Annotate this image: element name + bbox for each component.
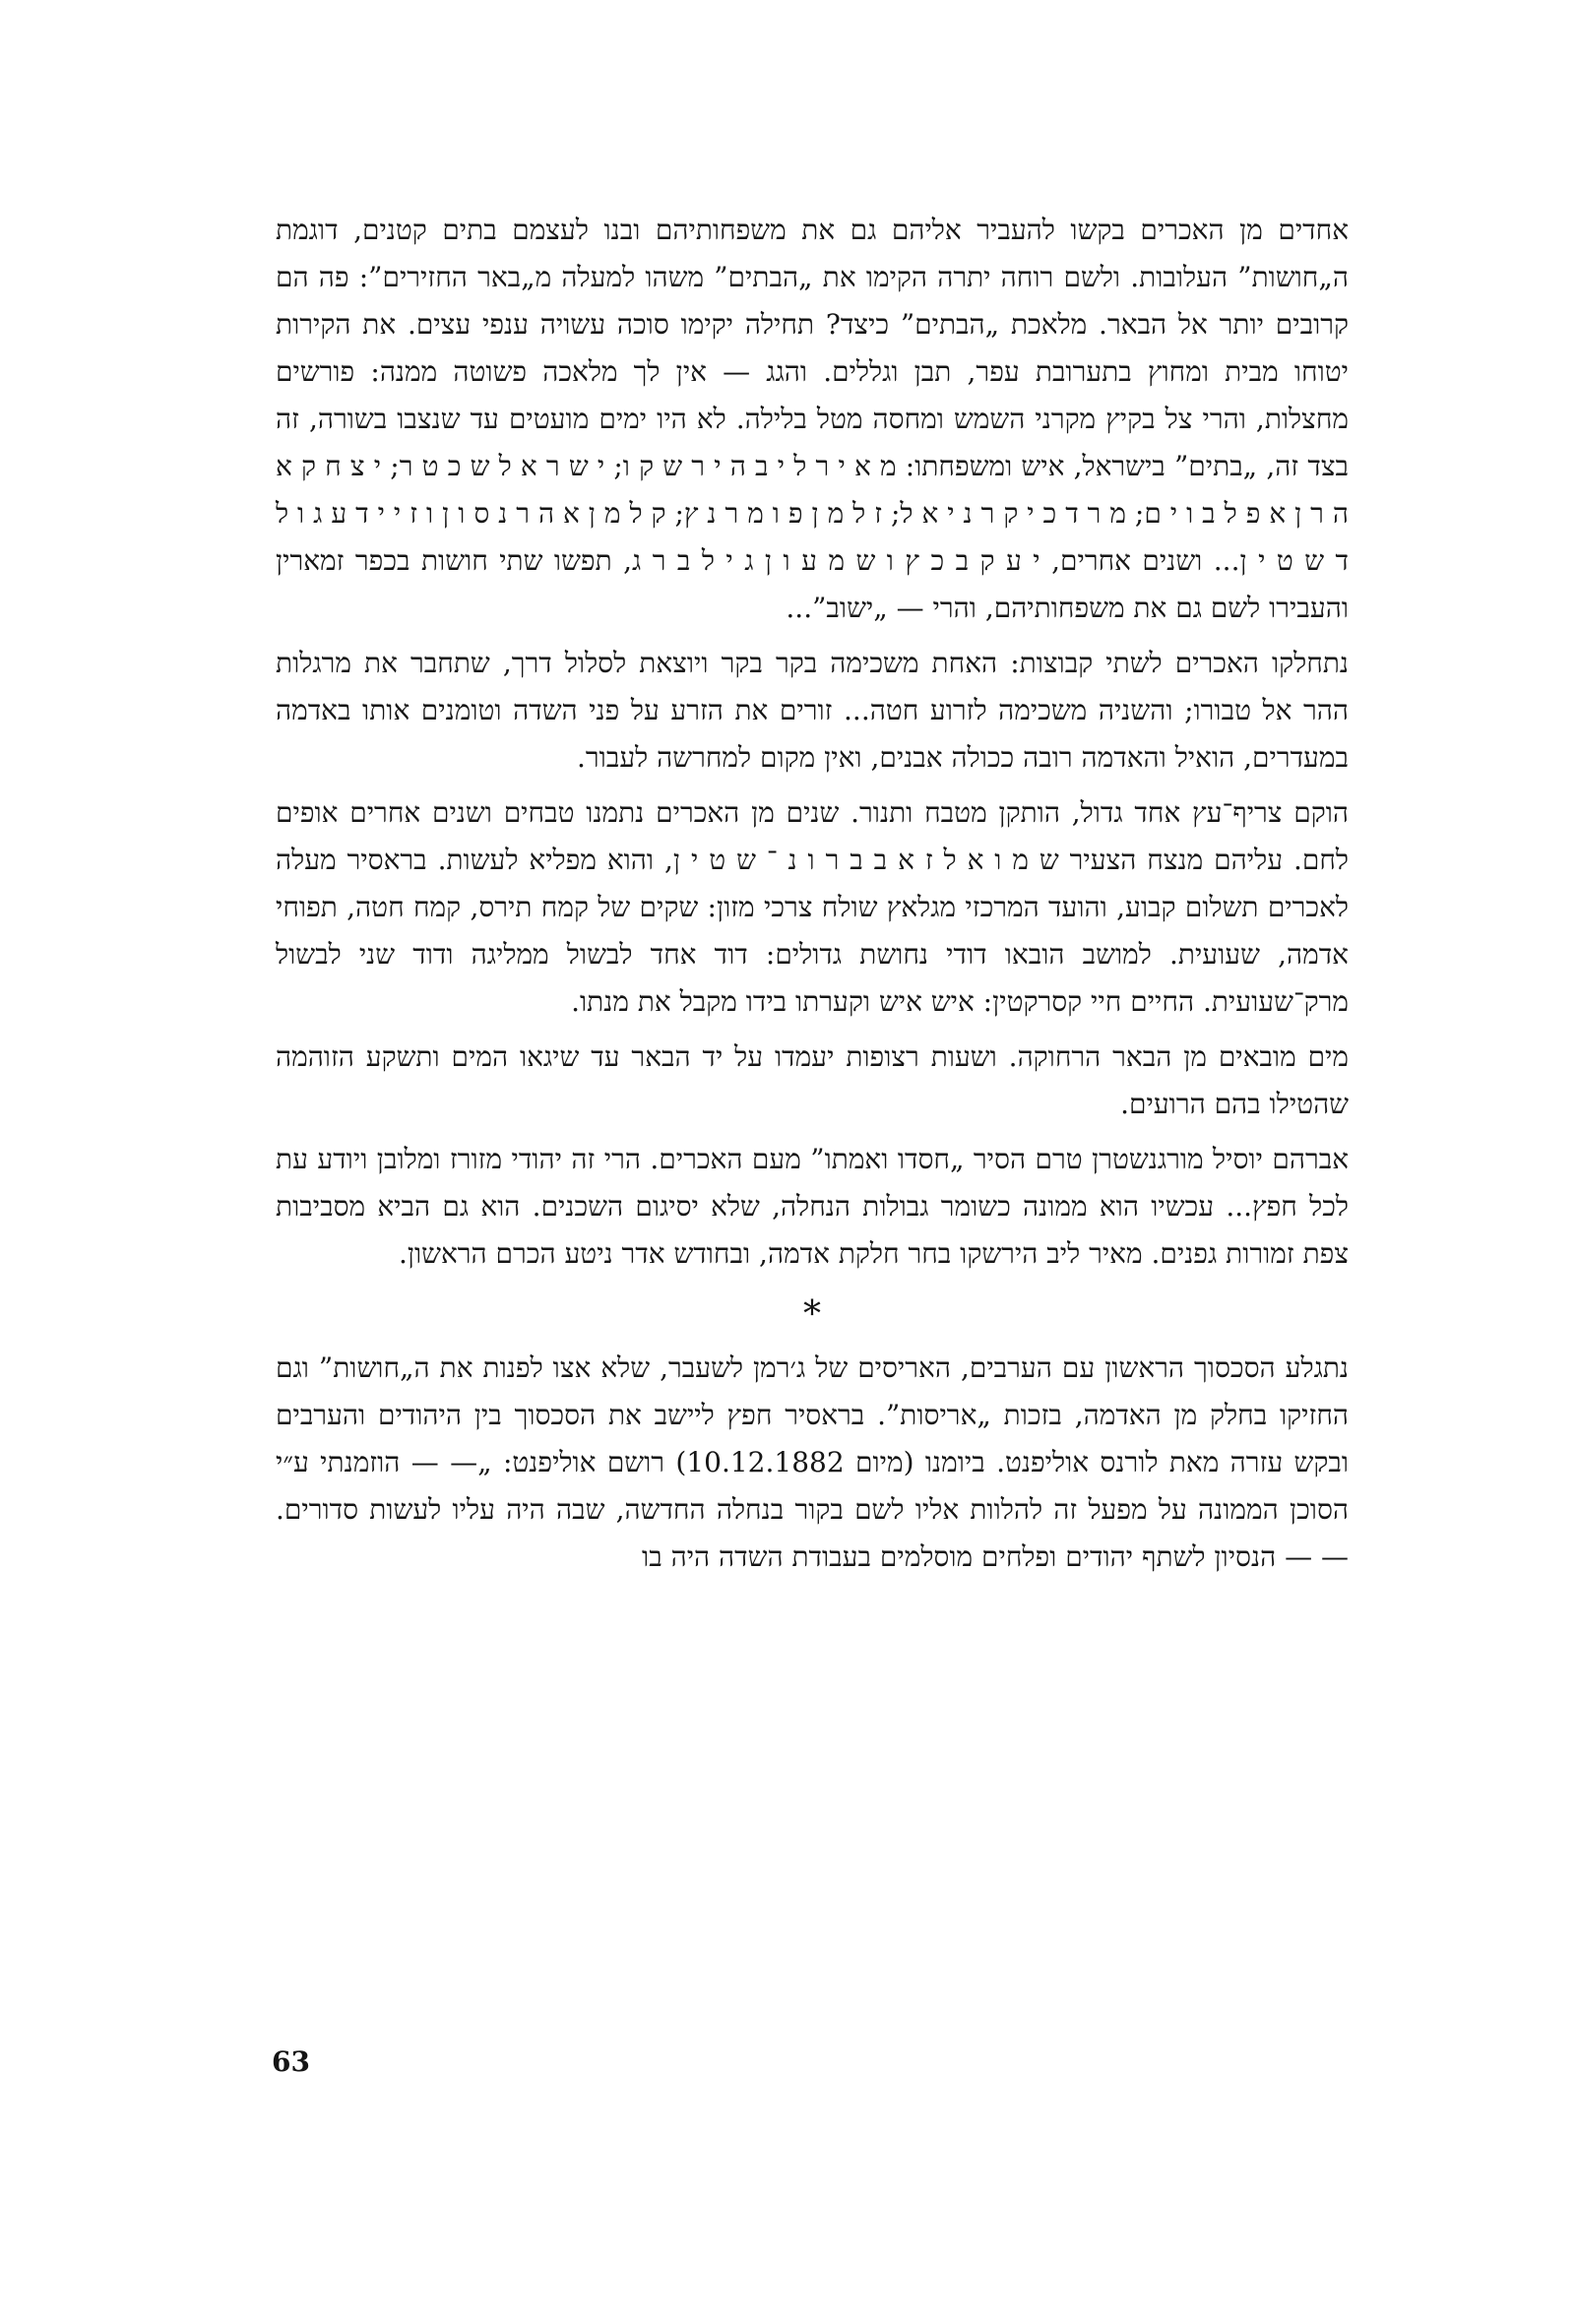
body-text (276, 207, 1349, 1581)
paragraph-1: אחדים מן האכרים בקשו להעביר אליהם גם את משפחותיהם ובנו לעצמם בתים קטנים, דוגמת ה„חושות” העלובות. ולשם רוחה יתרה הקימו את „הבתים” משהו למעלה מ„באר החזירים”: פה הם קרובים יותר אל הבאר. מלאכת „הבתים” כיצד? תחילה יקימו סוכה עשויה ענפי עצים. את הקירות יטוחו מבית ומחוץ בתערובת עפר, תבן וגללים. והגג — אין לך מלאכה פשוטה ממנה: פורשים מחצלות, והרי צל בקיץ מקרני השמש ומחסה מטל בלילה. לא היו ימים מועטים עד שנצבו בשורה, זה בצד זה, „בתים” בישראל, איש ומשפחתו: מ א י ר ל י ב ה י ר ש ק ו; י ש ר א ל ש כ ט ר; י צ ח ק א ה ר ן א פ ל ב ו י ם; מ ר ד כ י ק ר נ י א ל; ז ל מ ן פ ו מ ר נ ץ; ק ל מ ן א ה ר נ ס ו ן ו ז י י ד ע ג ו ל ד ש ט י ן... ושנים אחרים, י ע ק ב כ ץ ו ש מ ע ו ן ג י ל ב ר ג, תפשו שתי חושות בכפר זמארין והעבירו לשם גם את משפחותיהם, והרי — „ישוב”... (276, 214, 1349, 624)
paragraph-3: הוקם צריף־עץ אחד גדול, הותקן מטבח ותנור. שנים מן האכרים נתמנו טבחים ושנים אחרים אופים לחם. עליהם מנצח הצעיר ש מ ו א ל ז א ב ב ר ו נ ־ ש ט י ן, והוא מפליא לעשות. בראסיר מעלה לאכרים תשלום קבוע, והועד המרכזי מגלאץ שולח צרכי מזון: שקים של קמח תירס, קמח חטה, תפוחי אדמה, שעועית. למושב הובאו דודי נחושת גדולים: דוד אחד לבשול ממליגה ודוד שני לבשול מרק־שעועית. החיים חיי קסרקטין: איש איש וקערתו בידו מקבל את מנתו. (276, 796, 1349, 1018)
paragraph-2: נתחלקו האכרים לשתי קבוצות: האחת משכימה בקר בקר ויוצאת לסלול דרך, שתחבר את מרגלות ההר אל טבורו; והשניה משכימה לזרוע חטה... זורים את הזרע על פני השדה וטומנים אותו באדמה במעדרים, הואיל והאדמה רובה ככולה אבנים, ואין מקום למחרשה לעבור. (276, 647, 1349, 774)
paragraph-6: נתגלע הסכסוך הראשון עם הערבים, האריסים של ג׳רמן לשעבר, שלא אצו לפנות את ה„חושות” וגם החזיקו בחלק מן האדמה, בזכות „אריסות”. בראסיר חפץ ליישב את הסכסוך בין היהודים והערבים ובקש עזרה מאת לורנס אוליפנט. ביומנו (מיום 10.12.1882) רושם אוליפנט: „— — הוזמנתי ע״י הסוכן הממונה על מפעל זה להלוות אליו לשם בקור בנחלה החדשה, שבה היה עליו לעשות סדורים. — — הנסיון לשתף יהודים ופלחים מוסלמים בעבודת השדה היה בו (276, 1351, 1349, 1573)
section-separator: * (803, 1294, 821, 1335)
paragraph-4: מים מובאים מן הבאר הרחוקה. ושעות רצופות יעמדו על יד הבאר עד שיגאו המים ותשקע הזוהמה שהטילו בהם הרועים. (276, 1040, 1349, 1120)
paragraph-5: אברהם יוסיל מורגנשטרן טרם הסיר „חסדו ואמתו” מעם האכרים. הרי זה יהודי מזורז ומלובן ויודע עת לכל חפץ... עכשיו הוא ממונה כשומר גבולות הנחלה, שלא יסיגום השכנים. הוא גם הביא מסביבות צפת זמורות גפנים. מאיר ליב הירשקו בחר חלקת אדמה, ובחודש אדר ניטע הכרם הראשון. (276, 1143, 1349, 1270)
page-number: 63 (272, 2045, 310, 2078)
